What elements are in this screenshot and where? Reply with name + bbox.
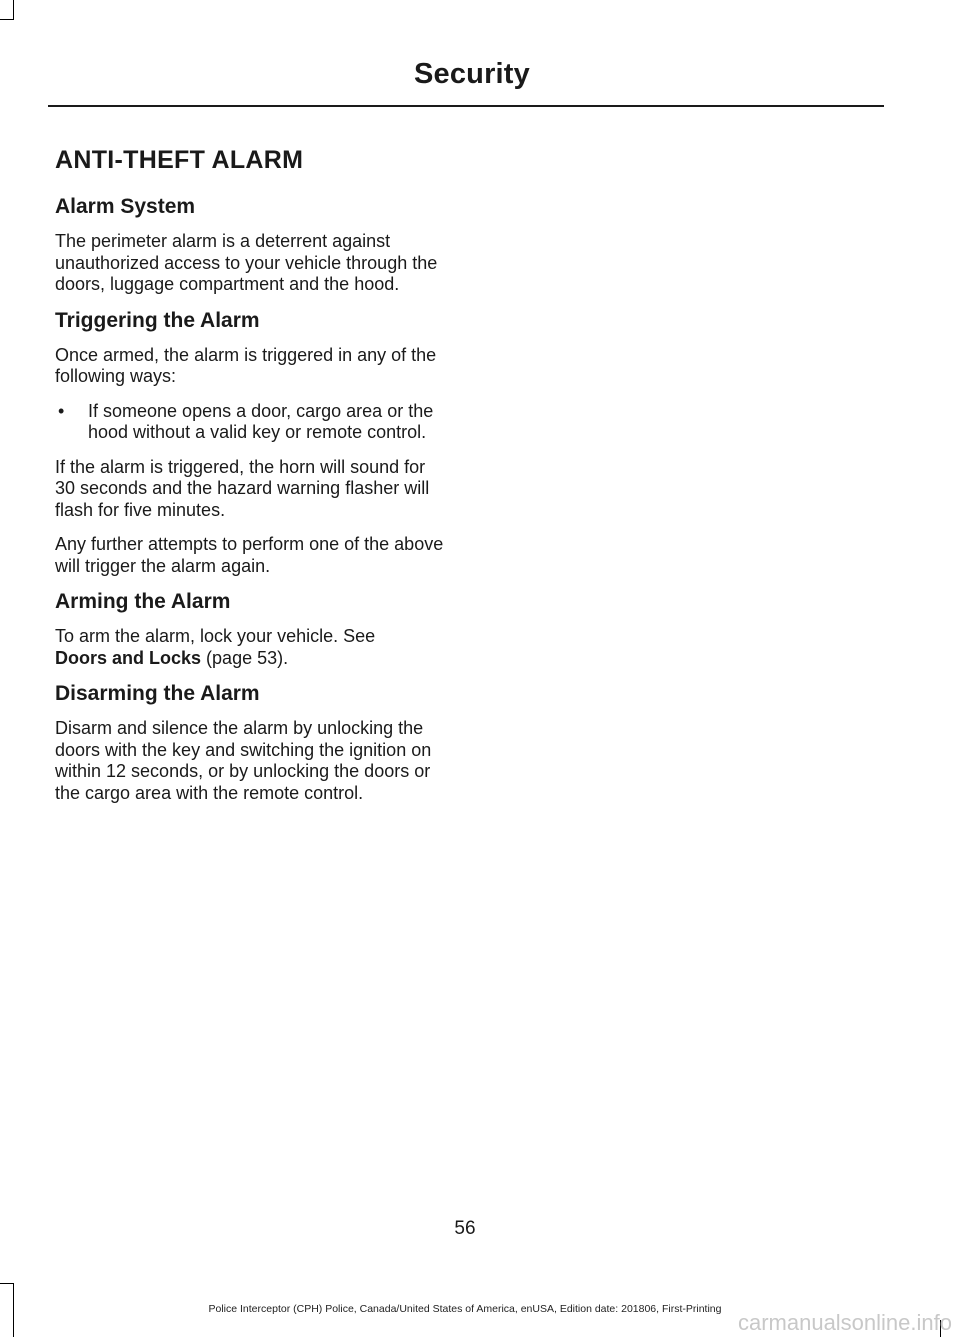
alarm-system-text: The perimeter alarm is a deterrent against unauthorized access to your vehicle through the doors, luggage compartment and the hood.: [55, 231, 438, 294]
heading-arming: Arming the Alarm: [55, 590, 231, 613]
edition-footer: Police Interceptor (CPH) Police, Canada/United States of America, enUSA, Edition date: 201806, First-Printing: [208, 1303, 722, 1315]
list-item-text: If someone opens a door, cargo area or the hood without a valid key or remote control.: [88, 400, 434, 442]
running-header: Security: [413, 58, 530, 90]
crop-mark: [0, 1283, 14, 1284]
xref-page: (page 53).: [206, 647, 289, 668]
triggering-list: [55, 401, 450, 444]
heading-disarming: Disarming the Alarm: [55, 682, 260, 705]
crop-mark: [0, 19, 14, 20]
bullet-icon: •: [58, 400, 65, 421]
triggering-intro: Once armed, the alarm is triggered in any of the following ways:: [55, 344, 437, 386]
heading-triggering: Triggering the Alarm: [55, 308, 260, 332]
header-rule: [48, 105, 884, 107]
xref-doors-and-locks-link[interactable]: Doors and Locks: [55, 647, 202, 668]
watermark-logo: carmanualsonline.info: [737, 1310, 952, 1335]
list-item: [55, 401, 450, 444]
main-content: [55, 146, 450, 817]
arming-text-before: To arm the alarm, lock your vehicle. See: [55, 626, 376, 646]
arming-text: [55, 626, 450, 669]
section-title: ANTI-THEFT ALARM: [55, 146, 304, 174]
page-number: 56: [454, 1218, 476, 1239]
triggering-para-2: Any further attempts to perform one of the above will trigger the alarm again.: [55, 534, 444, 576]
disarming-text: Disarm and silence the alarm by unlocking the doors with the key and switching the ignition on within 12 seconds, or by unlocking the doors or the cargo area with the remote control.: [55, 718, 432, 803]
triggering-para-1: If the alarm is triggered, the horn will sound for 30 seconds and the hazard warning flasher will flash for five minutes.: [55, 456, 430, 520]
crop-mark: [13, 0, 14, 20]
heading-alarm-system: Alarm System: [55, 195, 196, 218]
